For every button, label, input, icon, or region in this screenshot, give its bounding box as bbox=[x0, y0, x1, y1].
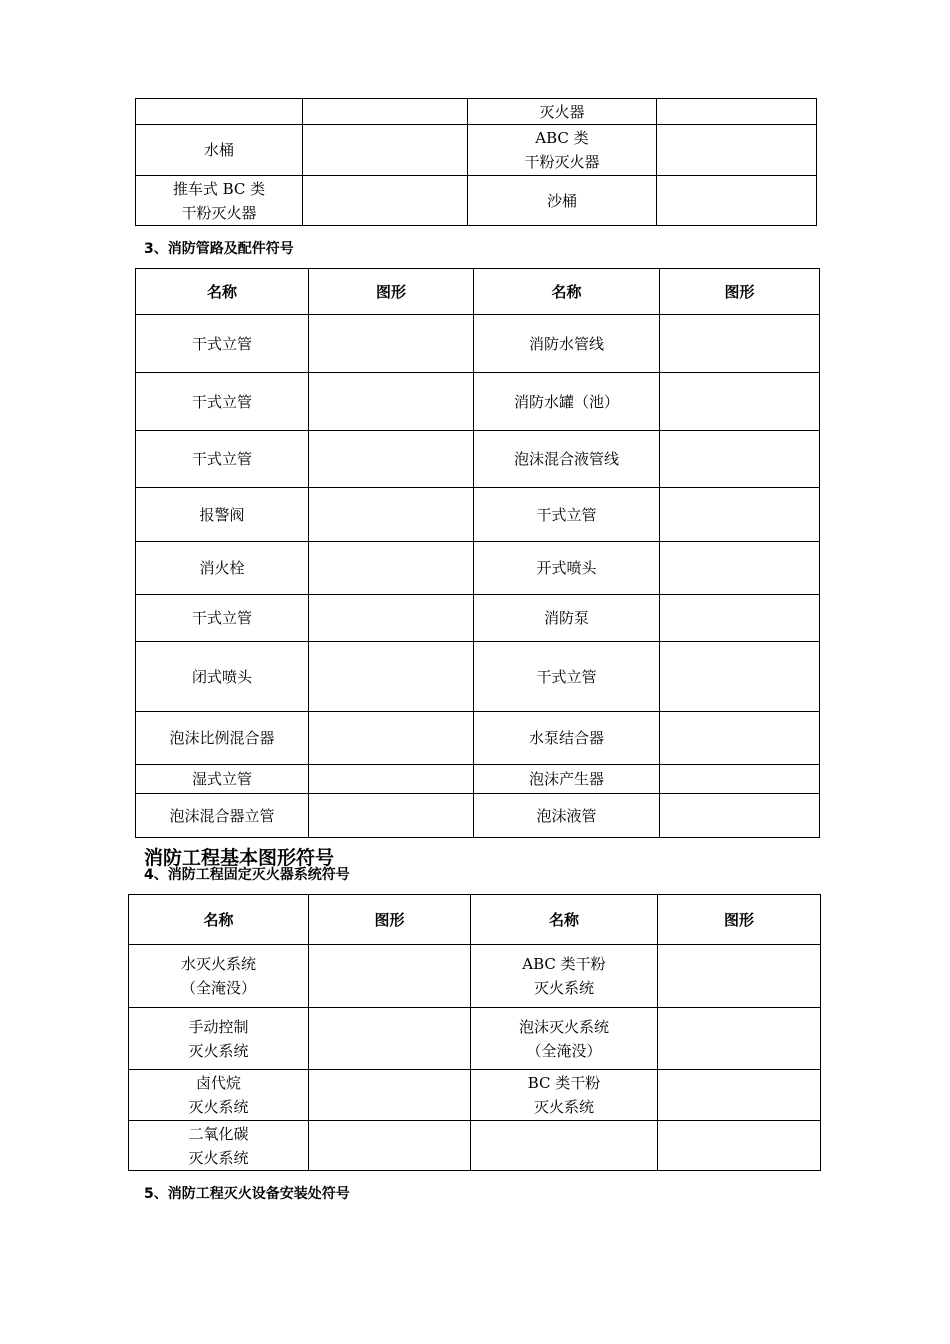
name-cell: ABC 类 干粉灭火器 bbox=[468, 125, 657, 176]
symbol-cell bbox=[660, 542, 820, 595]
section-3-heading: 3、消防管路及配件符号 bbox=[144, 241, 294, 257]
name-cell: 二氧化碳 灭火系统 bbox=[129, 1121, 309, 1171]
name-cell: 灭火器 bbox=[468, 99, 657, 125]
symbol-cell bbox=[657, 176, 817, 226]
symbol-cell bbox=[303, 99, 468, 125]
symbol-cell bbox=[660, 315, 820, 373]
name-cell: 湿式立管 bbox=[136, 765, 309, 794]
table-row bbox=[136, 712, 820, 765]
symbol-cell bbox=[660, 595, 820, 642]
col-header-name: 名称 bbox=[474, 269, 660, 315]
name-cell: 消防水管线 bbox=[474, 315, 660, 373]
symbol-cell bbox=[303, 176, 468, 226]
name-cell: 干式立管 bbox=[136, 315, 309, 373]
symbol-cell bbox=[303, 125, 468, 176]
symbol-cell bbox=[309, 794, 474, 838]
symbol-cell bbox=[309, 945, 471, 1008]
col-header-name: 名称 bbox=[129, 895, 309, 945]
table-row bbox=[136, 431, 820, 488]
table-row bbox=[129, 945, 821, 1008]
symbol-cell bbox=[660, 488, 820, 542]
symbol-cell bbox=[309, 642, 474, 712]
table-row bbox=[136, 125, 817, 176]
symbol-cell bbox=[660, 794, 820, 838]
table-header-row bbox=[129, 895, 821, 945]
symbol-cell bbox=[660, 431, 820, 488]
name-cell: 消火栓 bbox=[136, 542, 309, 595]
table-row bbox=[129, 1008, 821, 1070]
table-row bbox=[136, 488, 820, 542]
name-cell: 泡沫比例混合器 bbox=[136, 712, 309, 765]
col-header-name: 名称 bbox=[471, 895, 658, 945]
name-cell: 闭式喷头 bbox=[136, 642, 309, 712]
page-title: 消防工程基本图形符号 bbox=[144, 847, 335, 869]
name-cell: 泡沫灭火系统 （全淹没） bbox=[471, 1008, 658, 1070]
name-cell bbox=[136, 99, 303, 125]
extinguisher-table bbox=[135, 98, 817, 226]
pipe-symbols-table bbox=[135, 268, 820, 838]
table-row bbox=[136, 595, 820, 642]
col-header-name: 名称 bbox=[136, 269, 309, 315]
name-cell: ABC 类干粉 灭火系统 bbox=[471, 945, 658, 1008]
symbol-cell bbox=[309, 712, 474, 765]
symbol-cell bbox=[309, 431, 474, 488]
col-header-symbol: 图形 bbox=[660, 269, 820, 315]
name-cell: 干式立管 bbox=[474, 642, 660, 712]
name-cell: BC 类干粉 灭火系统 bbox=[471, 1070, 658, 1121]
symbol-cell bbox=[660, 712, 820, 765]
symbol-cell bbox=[309, 315, 474, 373]
name-cell: 报警阀 bbox=[136, 488, 309, 542]
col-header-symbol: 图形 bbox=[309, 269, 474, 315]
table-header-row bbox=[136, 269, 820, 315]
table-row bbox=[136, 99, 817, 125]
symbol-cell bbox=[309, 765, 474, 794]
name-cell: 开式喷头 bbox=[474, 542, 660, 595]
name-cell: 卤代烷 灭火系统 bbox=[129, 1070, 309, 1121]
table-row bbox=[129, 1070, 821, 1121]
name-cell: 干式立管 bbox=[474, 488, 660, 542]
table-row bbox=[136, 373, 820, 431]
name-cell: 消防泵 bbox=[474, 595, 660, 642]
symbol-cell bbox=[309, 373, 474, 431]
name-cell: 水灭火系统 （全淹没） bbox=[129, 945, 309, 1008]
symbol-cell bbox=[309, 595, 474, 642]
symbol-cell bbox=[657, 99, 817, 125]
table-row bbox=[136, 642, 820, 712]
col-header-symbol: 图形 bbox=[658, 895, 821, 945]
name-cell: 干式立管 bbox=[136, 373, 309, 431]
name-cell: 推车式 BC 类 干粉灭火器 bbox=[136, 176, 303, 226]
symbol-cell bbox=[660, 373, 820, 431]
symbol-cell bbox=[309, 1070, 471, 1121]
table-row bbox=[136, 176, 817, 226]
name-cell: 手动控制 灭火系统 bbox=[129, 1008, 309, 1070]
symbol-cell bbox=[309, 1121, 471, 1171]
table-row bbox=[136, 794, 820, 838]
table-row bbox=[136, 315, 820, 373]
symbol-cell bbox=[657, 125, 817, 176]
name-cell: 干式立管 bbox=[136, 431, 309, 488]
symbol-cell bbox=[660, 765, 820, 794]
symbol-cell bbox=[658, 1121, 821, 1171]
name-cell: 泡沫混合液管线 bbox=[474, 431, 660, 488]
name-cell: 消防水罐（池） bbox=[474, 373, 660, 431]
section-5-heading: 5、消防工程灭火设备安装处符号 bbox=[144, 1186, 350, 1202]
name-cell: 泡沫混合器立管 bbox=[136, 794, 309, 838]
name-cell: 水泵结合器 bbox=[474, 712, 660, 765]
table-row bbox=[136, 542, 820, 595]
symbol-cell bbox=[309, 488, 474, 542]
table-row bbox=[129, 1121, 821, 1171]
name-cell: 泡沫液管 bbox=[474, 794, 660, 838]
fixed-system-table bbox=[128, 894, 821, 1171]
table-row bbox=[136, 765, 820, 794]
symbol-cell bbox=[309, 542, 474, 595]
symbol-cell bbox=[660, 642, 820, 712]
name-cell: 干式立管 bbox=[136, 595, 309, 642]
name-cell: 沙桶 bbox=[468, 176, 657, 226]
name-cell: 泡沫产生器 bbox=[474, 765, 660, 794]
symbol-cell bbox=[309, 1008, 471, 1070]
col-header-symbol: 图形 bbox=[309, 895, 471, 945]
name-cell: 水桶 bbox=[136, 125, 303, 176]
section-4-heading: 4、消防工程固定灭火器系统符号 bbox=[144, 867, 350, 883]
symbol-cell bbox=[658, 1008, 821, 1070]
symbol-cell bbox=[658, 945, 821, 1008]
name-cell bbox=[471, 1121, 658, 1171]
symbol-cell bbox=[658, 1070, 821, 1121]
